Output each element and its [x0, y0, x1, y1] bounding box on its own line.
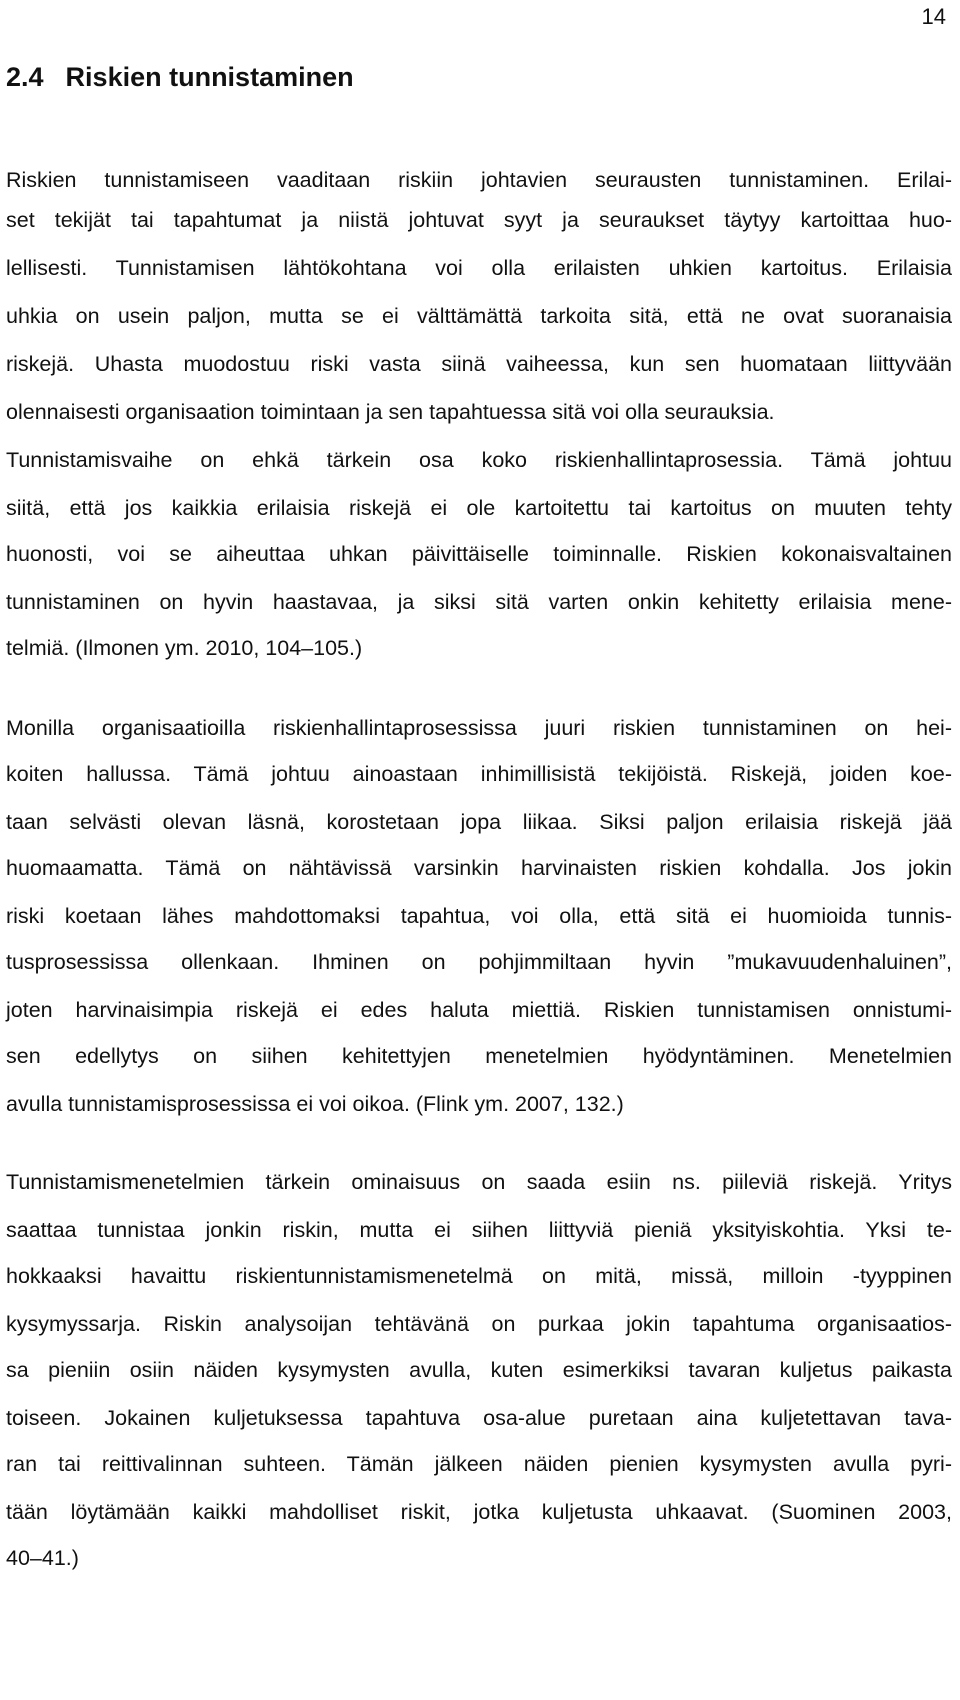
- text-line: riski koetaan lähes mahdottomaksi tapahtua, voi olla, että sitä ei huomioida tunnis-: [6, 904, 952, 928]
- text-line: uhkia on usein paljon, mutta se ei välttämättä tarkoita sitä, että ne ovat suoranaisia: [6, 304, 952, 328]
- section-heading: [6, 60, 354, 94]
- text-line: olennaisesti organisaation toimintaan ja sen tapahtuessa sitä voi olla seurauksia.: [6, 400, 775, 424]
- text-line: toiseen. Jokainen kuljetuksessa tapahtuva osa-alue puretaan aina kuljetettavan tava-: [6, 1406, 952, 1430]
- text-line: huomaamatta. Tämä on nähtävissä varsinkin harvinaisten riskien kohdalla. Jos jokin: [6, 856, 952, 880]
- text-line: lellisesti. Tunnistamisen lähtökohtana voi olla erilaisten uhkien kartoitus. Erilaisia: [6, 256, 952, 280]
- text-line: Monilla organisaatioilla riskienhallintaprosessissa juuri riskien tunnistaminen on hei-: [6, 716, 952, 740]
- text-line: hokkaaksi havaittu riskientunnistamismenetelmä on mitä, missä, milloin -tyyppinen: [6, 1264, 952, 1288]
- text-line: telmiä. (Ilmonen ym. 2010, 104–105.): [6, 636, 363, 660]
- text-line: tusprosessissa ollenkaan. Ihminen on pohjimmiltaan hyvin ”mukavuudenhaluinen”,: [6, 950, 952, 974]
- text-line: siitä, että jos kaikkia erilaisia riskejä ei ole kartoitettu tai kartoitus on muuten tehty: [6, 496, 952, 520]
- section-number: 2.4: [6, 62, 44, 92]
- text-line: Tunnistamismenetelmien tärkein ominaisuus on saada esiin ns. piileviä riskejä. Yritys: [6, 1170, 952, 1194]
- text-line: 40–41.): [6, 1546, 79, 1570]
- text-line: tunnistaminen on hyvin haastavaa, ja siksi sitä varten onkin kehitetty erilaisia mene-: [6, 590, 952, 614]
- text-line: joten harvinaisimpia riskejä ei edes haluta miettiä. Riskien tunnistamisen onnistumi-: [6, 998, 952, 1022]
- page-number: 14: [921, 4, 946, 29]
- text-line: sen edellytys on siihen kehitettyjen menetelmien hyödyntäminen. Menetelmien: [6, 1044, 952, 1068]
- text-line: avulla tunnistamisprosessissa ei voi oikoa. (Flink ym. 2007, 132.): [6, 1092, 624, 1116]
- text-line: sa pieniin osiin näiden kysymysten avulla, kuten esimerkiksi tavaran kuljetus paikasta: [6, 1358, 952, 1382]
- text-line: riskejä. Uhasta muodostuu riski vasta siinä vaiheessa, kun sen huomataan liittyvään: [6, 352, 952, 376]
- text-line: set tekijät tai tapahtumat ja niistä johtuvat syyt ja seuraukset täytyy kartoittaa huo-: [6, 208, 952, 232]
- text-line: ran tai reittivalinnan suhteen. Tämän jälkeen näiden pienien kysymysten avulla pyri-: [6, 1452, 952, 1476]
- text-line: kysymyssarja. Riskin analysoijan tehtävänä on purkaa jokin tapahtuma organisaatios-: [6, 1312, 952, 1336]
- text-line: taan selvästi olevan läsnä, korostetaan jopa liikaa. Siksi paljon erilaisia riskejä jää: [6, 810, 952, 834]
- text-line: tään löytämään kaikki mahdolliset riskit, jotka kuljetusta uhkaavat. (Suominen 2003,: [6, 1500, 952, 1524]
- text-line: huonosti, voi se aiheuttaa uhkan päivittäiselle toiminnalle. Riskien kokonaisvaltainen: [6, 542, 952, 566]
- text-line: Tunnistamisvaihe on ehkä tärkein osa koko riskienhallintaprosessia. Tämä johtuu: [6, 448, 952, 472]
- text-line: saattaa tunnistaa jonkin riskin, mutta ei siihen liittyviä pieniä yksityiskohtia. Yksi te-: [6, 1218, 952, 1242]
- text-line: koiten hallussa. Tämä johtuu ainoastaan inhimillisistä tekijöistä. Riskejä, joiden koe-: [6, 762, 952, 786]
- section-title: Riskien tunnistaminen: [65, 62, 354, 92]
- text-line: Riskien tunnistamiseen vaaditaan riskiin johtavien seurausten tunnistaminen. Erilai-: [6, 168, 952, 192]
